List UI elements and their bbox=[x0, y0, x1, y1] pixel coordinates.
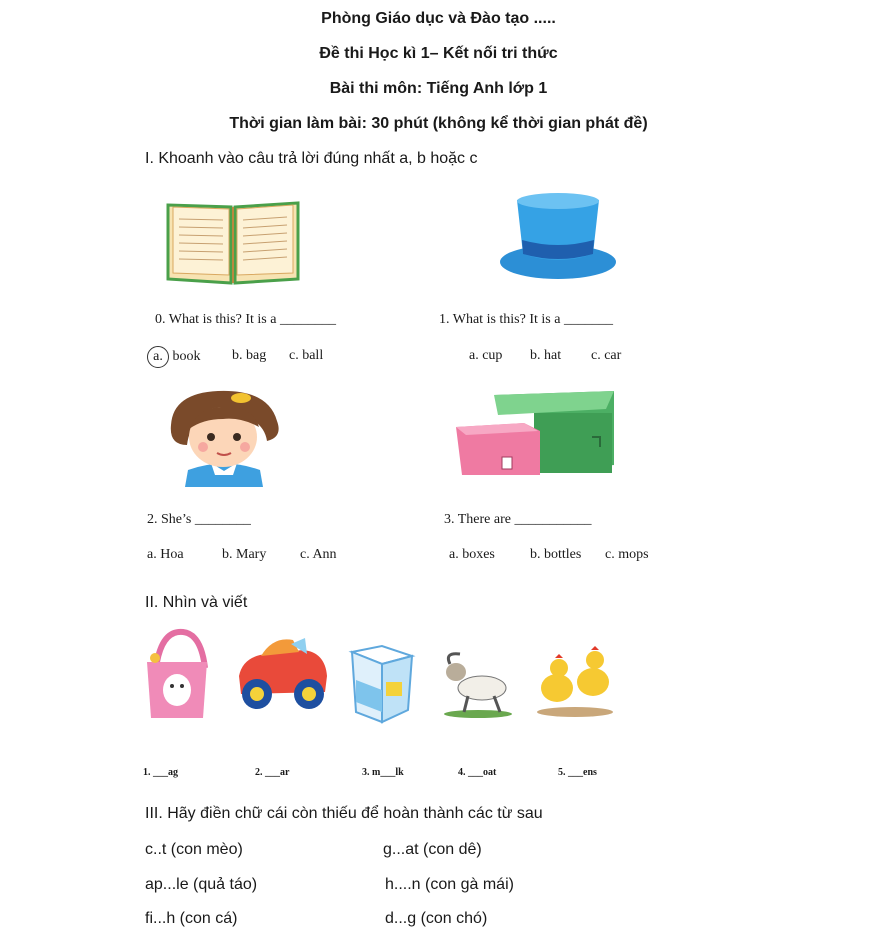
blue-hat-icon bbox=[497, 192, 619, 284]
question-0-options bbox=[147, 346, 201, 368]
question-1: 1. What is this? It is a _______ bbox=[439, 312, 613, 327]
write-item-5: 5. ___ens bbox=[558, 767, 597, 778]
goat-icon bbox=[438, 648, 518, 720]
hens-icon bbox=[535, 636, 617, 722]
subject-title: Bài thi môn: Tiếng Anh lớp 1 bbox=[329, 80, 548, 97]
word-item: ap...le (quả táo) bbox=[145, 876, 258, 893]
option-a: a. cup bbox=[469, 348, 503, 363]
section-2-title: II. Nhìn và viết bbox=[145, 594, 248, 611]
question-0: 0. What is this? It is a ________ bbox=[155, 312, 336, 327]
write-item-1: 1. ___ag bbox=[143, 767, 178, 778]
option-c: c. ball bbox=[289, 348, 324, 363]
girl-icon bbox=[163, 385, 285, 487]
option-b: b. hat bbox=[530, 348, 562, 363]
boxes-icon bbox=[454, 385, 618, 477]
book-icon bbox=[163, 195, 303, 287]
question-2: 2. She’s ________ bbox=[147, 512, 251, 527]
word-item: fi...h (con cá) bbox=[145, 910, 238, 927]
write-item-2: 2. ___ar bbox=[255, 767, 290, 778]
milk-carton-icon bbox=[338, 642, 422, 726]
option-a: a. boxes bbox=[449, 547, 495, 562]
car-icon bbox=[233, 632, 329, 717]
word-item: h....n (con gà mái) bbox=[385, 876, 514, 893]
time-limit: Thời gian làm bài: 30 phút (không kể thời gian phát đề) bbox=[229, 115, 648, 132]
option-b: b. Mary bbox=[222, 547, 267, 562]
school-header: Phòng Giáo dục và Đào tạo ..... bbox=[321, 10, 556, 27]
option-c: c. car bbox=[591, 348, 622, 363]
section-1-title: I. Khoanh vào câu trả lời đúng nhất a, b hoặc c bbox=[145, 150, 478, 167]
write-item-3: 3. m___lk bbox=[362, 767, 404, 778]
option-a: book bbox=[172, 349, 201, 364]
bag-icon bbox=[143, 628, 211, 723]
option-b: b. bag bbox=[232, 348, 267, 363]
option-c: c. mops bbox=[605, 547, 649, 562]
option-c: c. Ann bbox=[300, 547, 337, 562]
exam-title: Đề thi Học kì 1– Kết nối tri thức bbox=[319, 45, 558, 62]
option-a: a. Hoa bbox=[147, 547, 184, 562]
answer-circle: a. bbox=[147, 346, 169, 368]
option-b: b. bottles bbox=[530, 547, 582, 562]
word-item: g...at (con dê) bbox=[383, 841, 482, 858]
question-3: 3. There are ___________ bbox=[444, 512, 592, 527]
section-3-title: III. Hãy điền chữ cái còn thiếu để hoàn thành các từ sau bbox=[145, 805, 543, 822]
word-item: d...g (con chó) bbox=[385, 910, 488, 927]
word-item: c..t (con mèo) bbox=[145, 841, 243, 858]
write-item-4: 4. ___oat bbox=[458, 767, 497, 778]
